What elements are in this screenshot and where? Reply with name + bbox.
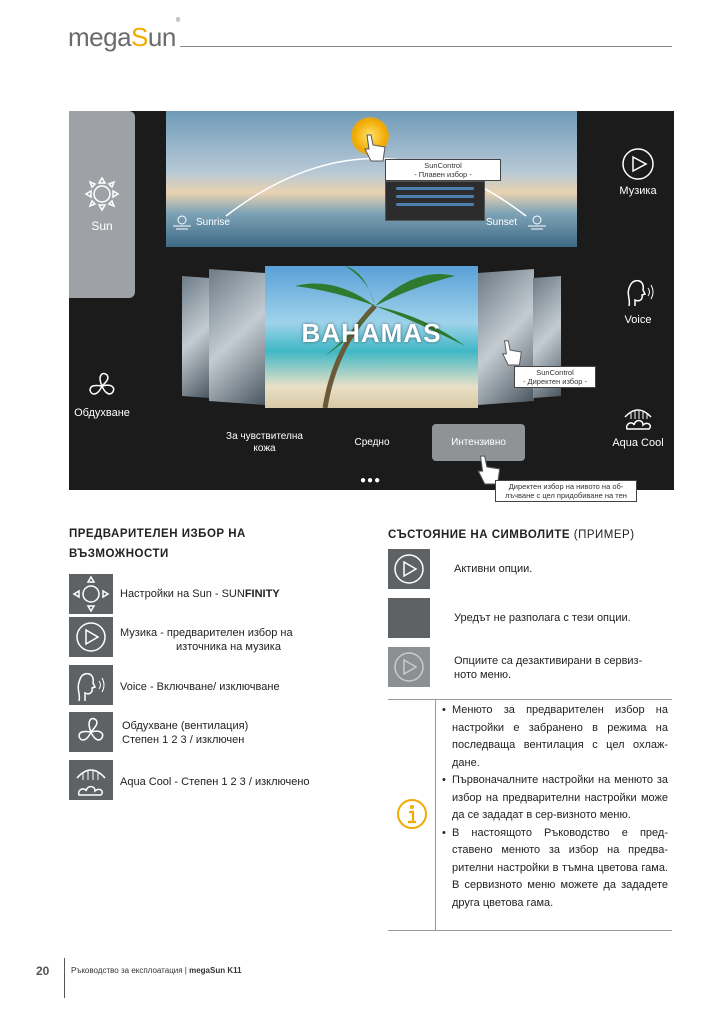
sun-tab[interactable] [69,111,135,298]
info-notes-box [388,699,672,931]
voice-option[interactable] [599,276,674,326]
page-indicator-dots: ●●● [360,475,382,486]
footer-divider [64,958,65,998]
sunset-icon [526,211,548,231]
carousel-current-cover[interactable] [265,266,478,408]
callout-smooth-select: SunControl - Плавен избор - [385,159,501,181]
mini-settings-panel [385,181,485,221]
fan-option[interactable] [69,369,135,419]
option-sensitive[interactable]: За чувствителна кожа [226,431,303,454]
disabled-symbol-icon [388,647,430,687]
sun-tab-label: Sun [91,219,113,233]
voice-head-icon [621,276,655,310]
aqua-cool-option[interactable] [599,403,674,449]
brand-logo: megaSun® [68,18,180,52]
callout-level-select: Директен избор на нивото на об- лъчване с цел придобиване на тен [495,480,637,502]
music-legend-icon [69,617,113,657]
sun-legend-icon [69,574,113,614]
symbols-heading: СЪСТОЯНИЕ НА СИМВОЛИТЕ (ПРИМЕР) [388,529,635,541]
voice-label: Voice [624,314,652,326]
aqua-cool-label: Aqua Cool [612,437,664,449]
carousel-cover-left-2[interactable] [182,276,210,398]
sunrise-icon [171,211,193,231]
header-rule [180,46,672,47]
hand-pointer-icon [499,336,525,368]
carousel-cover-left-1[interactable] [209,269,265,405]
info-icon-column [388,700,436,930]
voice-legend-text: Voice - Включване/ изключване [120,681,280,693]
page-number: 20 [36,964,50,978]
fan-label: Обдухване [74,407,130,419]
voice-legend-icon [69,665,113,705]
sunset-label: Sunset [486,217,518,228]
note-item: • Първоначалните настройки на менюто за избор на предварителни настройки може да се зададат в сер-визното меню. [442,772,668,825]
footer-text: Ръководство за експлоатация | megaSun K11 [71,966,242,975]
sun-icon [83,175,121,213]
preselect-heading: ПРЕДВАРИТЕЛЕН ИЗБОР НА ВЪЗМОЖНОСТИ [69,528,246,560]
info-icon [396,798,428,830]
fan-legend-icon [69,712,113,752]
active-symbol-text: Активни опции. [454,563,533,575]
option-intense[interactable]: Интензивно [432,424,525,461]
sun-position-slider[interactable] [166,111,577,247]
sun-legend-text: Настройки на Sun - SUNFINITY [120,588,280,600]
disabled-symbol-text: Опциите са дезактивирани в сервиз- ното меню. [454,655,643,681]
info-notes-list [442,702,668,912]
note-item: • Менюто за предварителен избор на настройки е забранено в режима на последваща вентилация с цел охлаж-дане. [442,702,668,772]
aqua-legend-text: Aqua Cool - Степен 1 2 3 / изключено [120,776,310,788]
option-medium[interactable]: Средно [354,437,390,448]
music-label: Музика [619,185,657,197]
note-item: • В настоящото Ръководство е пред-ставено менюто за избор на предва-рителни настройки в тъмна цветова гама. В сервизното меню можете да зададете друга цветова гама. [442,825,668,913]
unavailable-symbol-box [388,598,430,638]
carousel-title: BAHAMAS [301,318,442,348]
active-symbol-icon [388,549,430,589]
unavailable-symbol-text: Уредът не разполага с тези опции. [454,612,631,624]
music-play-icon [621,147,655,181]
callout-direct-select: SunControl - Директен избор - [514,366,596,388]
device-screen [69,111,674,490]
music-option[interactable] [599,147,674,197]
aqua-cool-icon [621,403,655,433]
aqua-legend-icon [69,760,113,800]
fan-icon [85,369,119,403]
sunrise-label: Sunrise [196,217,230,228]
music-legend-text: Музика - предварителен избор на източника на музика [120,627,293,653]
fan-legend-text: Обдухване (вентилация) Степен 1 2 3 / изключен [122,720,249,746]
